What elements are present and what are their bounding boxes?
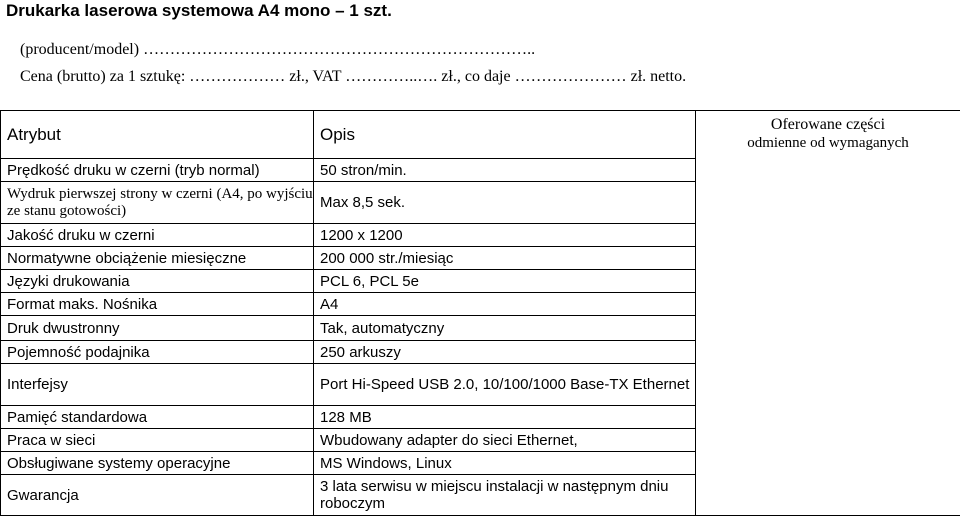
row-description: 1200 x 1200 [314,224,696,247]
row-attribute: Interfejsy [1,364,314,406]
row-description: Wbudowany adapter do sieci Ethernet, [314,429,696,452]
document-title: Drukarka laserowa systemowa A4 mono – 1 szt. [6,0,392,22]
row-description: 50 stron/min. [314,159,696,182]
row-description: Port Hi-Speed USB 2.0, 10/100/1000 Base-TX Ethernet [314,364,696,406]
row-description: PCL 6, PCL 5e [314,270,696,293]
row-description: 3 lata serwisu w miejscu instalacji w następnym dniu roboczym [314,475,696,516]
table-header-row [1,111,960,159]
row-attribute: Gwarancja [1,475,314,516]
row-description: Tak, automatyczny [314,316,696,341]
row-description: MS Windows, Linux [314,452,696,475]
producer-model-line: (producent/model) ……………………………………………………………….. [20,40,535,60]
row-attribute: Format maks. Nośnika [1,293,314,316]
row-attribute: Języki drukowania [1,270,314,293]
header-offered-line2: odmienne od wymaganych [696,134,960,152]
row-attribute: Pojemność podajnika [1,341,314,364]
row-description: 250 arkuszy [314,341,696,364]
specification-table [0,110,960,516]
header-offered-line1: Oferowane części [696,115,960,134]
row-attribute: Wydruk pierwszej strony w czerni (A4, po wyjściu ze stanu gotowości) [1,182,314,224]
price-line: Cena (brutto) za 1 sztukę: ……………… zł., VAT …………..…. zł., co daje ………………… zł. netto. [20,67,686,87]
row-attribute: Jakość druku w czerni [1,224,314,247]
row-attribute: Obsługiwane systemy operacyjne [1,452,314,475]
row-attribute: Druk dwustronny [1,316,314,341]
header-description: Opis [314,111,696,159]
row-description: 200 000 str./miesiąc [314,247,696,270]
row-attribute: Normatywne obciążenie miesięczne [1,247,314,270]
row-description: 128 MB [314,406,696,429]
header-attribute: Atrybut [1,111,314,159]
header-offered-parts [696,111,960,516]
row-attribute: Pamięć standardowa [1,406,314,429]
row-attribute: Prędkość druku w czerni (tryb normal) [1,159,314,182]
row-description: A4 [314,293,696,316]
row-description: Max 8,5 sek. [314,182,696,224]
row-attribute: Praca w sieci [1,429,314,452]
